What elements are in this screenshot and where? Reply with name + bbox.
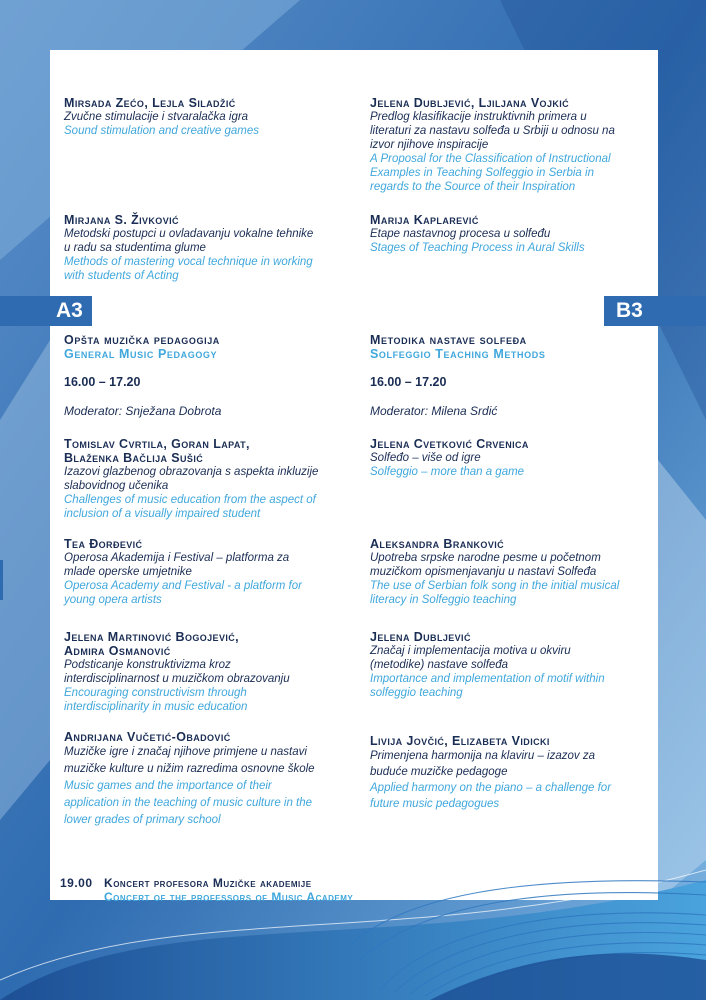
- entry-title-sr: Upotreba srpske narodne pesme u početnom: [370, 552, 601, 564]
- session-time: 16.00 – 17.20: [64, 375, 141, 389]
- entry-authors: Tea Đorđević: [64, 537, 143, 551]
- concert-time: 19.00: [60, 876, 93, 890]
- entry-title-en: lower grades of primary school: [64, 814, 221, 826]
- entry-title-sr: muzičkom opismenjavanju u nastavi Solfeđa: [370, 566, 597, 578]
- entry-title-en: The use of Serbian folk song in the initial musical: [370, 580, 620, 592]
- concert-announcement: [60, 876, 660, 904]
- section-tag-b3: B3: [604, 296, 706, 326]
- entry-title-sr: buduće muzičke pedagoge: [370, 766, 508, 778]
- section-a3-header: [64, 333, 354, 361]
- entry-title-sr: muzičke kulture u nižim razredima osnovne škole: [64, 763, 315, 775]
- entry-zeco-siladzic: [64, 96, 354, 138]
- entry-dubljevic: [370, 630, 660, 700]
- section-title: Opšta muzička pedagogija: [64, 333, 220, 347]
- entry-vucetic-obadovic: [64, 730, 354, 829]
- entry-title-sr: mlade operske umjetnike: [64, 566, 192, 578]
- entry-title-en: Methods of mastering vocal technique in working: [64, 256, 313, 268]
- entry-authors: Tomislav Cvrtila, Goran Lapat,: [64, 437, 250, 451]
- entry-title-sr: Operosa Akademija i Festival – platforma za: [64, 552, 290, 564]
- entry-authors: Jelena Dubljević: [370, 630, 471, 644]
- entry-title-en: young opera artists: [64, 594, 162, 606]
- entry-title-en: inclusion of a visually impaired student: [64, 508, 261, 520]
- entry-title-en: with students of Acting: [64, 270, 179, 282]
- entry-authors: Jelena Martinović Bogojević,: [64, 630, 240, 644]
- entry-title-en: solfeggio teaching: [370, 687, 463, 699]
- entry-title-sr: Izazovi glazbenog obrazovanja s aspekta inkluzije: [64, 466, 319, 478]
- session-time: 16.00 – 17.20: [370, 375, 447, 389]
- moderator: Moderator: Snježana Dobrota: [64, 404, 222, 418]
- entry-title-sr: u radu sa studentima glume: [64, 242, 206, 254]
- entry-cvetkovic-crvenica: [370, 437, 660, 479]
- entry-title-en: Sound stimulation and creative games: [64, 125, 259, 137]
- section-tag-a3: A3: [0, 296, 92, 326]
- entry-title-sr: literaturi za nastavu solfeđa u Srbiji u odnosu na: [370, 125, 615, 137]
- entry-title-en: literacy in Solfeggio teaching: [370, 594, 517, 606]
- entry-title-en: Operosa Academy and Festival - a platform for: [64, 580, 302, 592]
- entry-title-en: Challenges of music education from the aspect of: [64, 494, 316, 506]
- concert-title-en: Concert of the professors of Music Academy: [104, 890, 354, 904]
- entry-authors: Blaženka Bačlija Sušić: [64, 451, 204, 465]
- entry-title-sr: Muzičke igre i značaj njihove primjene u nastavi: [64, 746, 307, 758]
- moderator: Moderator: Milena Srdić: [370, 404, 498, 418]
- entry-martinovic-osmanovic: [64, 630, 354, 714]
- section-title-en: Solfeggio Teaching Methods: [370, 347, 546, 361]
- entry-title-sr: Solfeđo – više od igre: [370, 452, 481, 464]
- entry-title-en: Music games and the importance of their: [64, 780, 272, 792]
- entry-kaplarevic: [370, 213, 660, 255]
- entry-title-en: regards to the Source of their Inspiration: [370, 181, 576, 193]
- entry-title-sr: Značaj i implementacija motiva u okviru: [370, 645, 571, 657]
- entry-dubljevic-vojkic: [370, 96, 660, 194]
- entry-authors: Mirjana S. Živković: [64, 213, 179, 227]
- entry-title-en: Stages of Teaching Process in Aural Skills: [370, 242, 585, 254]
- entry-title-en: Importance and implementation of motif within: [370, 673, 605, 685]
- entry-authors: Jelena Cvetković Crvenica: [370, 437, 529, 451]
- entry-zivkovic: [64, 213, 354, 283]
- entry-title-sr: slabovidnog učenika: [64, 480, 169, 492]
- entry-title-sr: Primenjena harmonija na klaviru – izazov za: [370, 750, 595, 762]
- entry-cvrtila-lapat-susic: [64, 437, 354, 521]
- section-title-en: General Music Pedagogy: [64, 347, 218, 361]
- entry-title-en: Encouraging constructivism through: [64, 687, 247, 699]
- entry-jovcic-vidicki: [370, 734, 660, 812]
- entry-authors: Mirsada Zećo, Lejla Siladžić: [64, 96, 236, 110]
- entry-authors: Jelena Dubljević, Ljiljana Vojkić: [370, 96, 570, 110]
- section-title: Metodika nastave solfeđa: [370, 333, 527, 347]
- entry-authors: Marija Kaplarević: [370, 213, 479, 227]
- entry-authors: Aleksandra Branković: [370, 537, 505, 551]
- concert-line: [60, 876, 660, 890]
- entry-authors: Livija Jovčić, Elizabeta Vidicki: [370, 734, 550, 748]
- entry-title-sr: Podsticanje konstruktivizma kroz: [64, 659, 231, 671]
- entry-title-sr: Predlog klasifikacije instruktivnih primera u: [370, 111, 587, 123]
- entry-title-en: Solfeggio – more than a game: [370, 466, 525, 478]
- entry-title-en: Applied harmony on the piano – a challenge for: [370, 782, 612, 794]
- entry-title-sr: (metodike) nastave solfeđa: [370, 659, 509, 671]
- entry-title-en: A Proposal for the Classification of Instructional: [370, 153, 611, 165]
- entry-title-sr: Etape nastavnog procesa u solfeđu: [370, 228, 551, 240]
- entry-title-sr: izvor njihove inspiracije: [370, 139, 489, 151]
- entry-title-en: Examples in Teaching Solfeggio in Serbia in: [370, 167, 594, 179]
- entry-title-en: application in the teaching of music culture in the: [64, 797, 313, 809]
- entry-djordjevic: [64, 537, 354, 607]
- entry-authors: Andrijana Vučetić-Obadović: [64, 730, 231, 744]
- entry-title-en: future music pedagogues: [370, 798, 500, 810]
- entry-title-sr: Metodski postupci u ovladavanju vokalne tehnike: [64, 228, 314, 240]
- section-b3-header: [370, 333, 660, 361]
- entry-authors: Admira Osmanović: [64, 644, 171, 658]
- entry-title-sr: Zvučne stimulacije i stvaralačka igra: [64, 111, 249, 123]
- entry-title-en: interdisciplinarity in music education: [64, 701, 248, 713]
- entry-brankovic: [370, 537, 660, 607]
- entry-title-sr: interdisciplinarnost u muzičkom obrazovanju: [64, 673, 290, 685]
- concert-title: Koncert profesora Muzičke akademije: [104, 876, 312, 890]
